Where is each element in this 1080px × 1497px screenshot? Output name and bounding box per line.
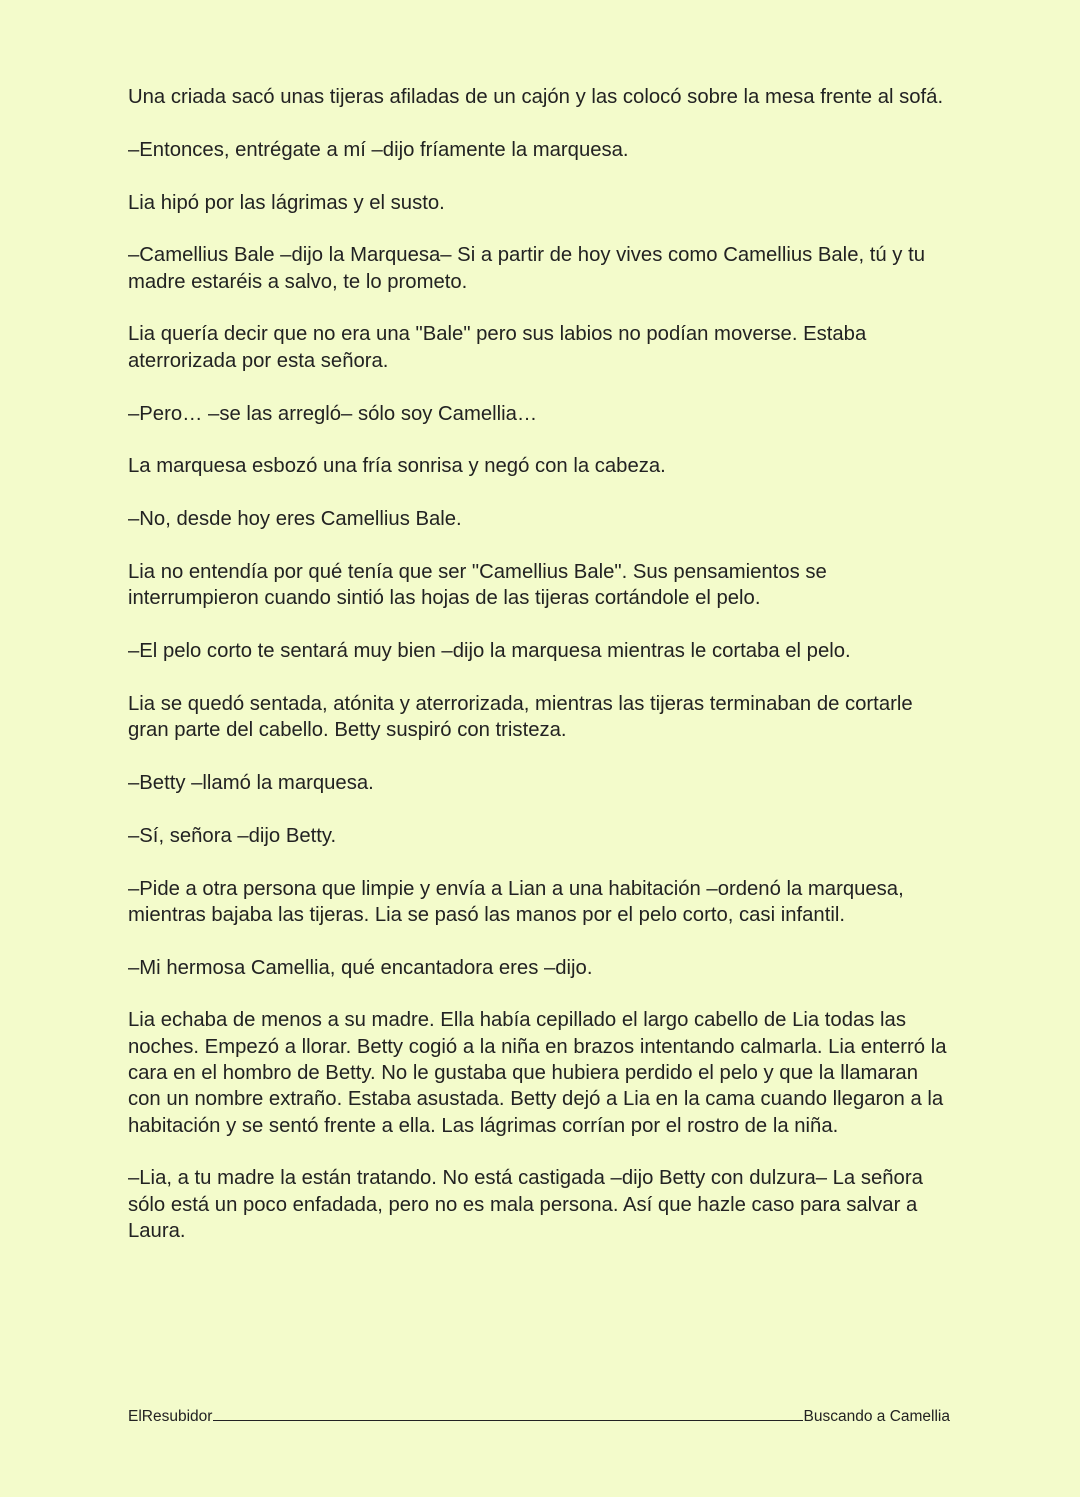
paragraph: –El pelo corto te sentará muy bien –dijo la marquesa mientras le cortaba el pelo.: [128, 640, 851, 663]
paragraph: La marquesa esbozó una fría sonrisa y negó con la cabeza.: [128, 455, 666, 478]
paragraph: –Pide a otra persona que limpie y envía a Lian a una habitación –ordenó la marquesa, mientras bajaba las tijeras. Lia se pasó las manos por el pelo corto, casi infantil.: [128, 877, 904, 926]
paragraph: –Entonces, entrégate a mí –dijo fríamente la marquesa.: [128, 138, 629, 161]
paragraph: Lia hipó por las lágrimas y el susto.: [128, 191, 445, 214]
story-text: [128, 84, 954, 1271]
paragraph: Una criada sacó unas tijeras afiladas de un cajón y las colocó sobre la mesa frente al sofá.: [128, 86, 944, 108]
paragraph: –Betty –llamó la marquesa.: [128, 771, 374, 794]
footer-underline: [213, 1406, 802, 1421]
footer-author: ElResubidor: [128, 1408, 213, 1425]
paragraph: –Sí, señora –dijo Betty.: [128, 824, 337, 847]
paragraph: –Camellius Bale –dijo la Marquesa– Si a partir de hoy vives como Camellius Bale, tú y tu madre estaréis a salvo, te lo prometo.: [128, 244, 925, 293]
paragraph: –Lia, a tu madre la están tratando. No está castigada –dijo Betty con dulzura– La señora sólo está un poco enfadada, pero no es mala persona. Así que hazle caso para salvar a Laura.: [128, 1167, 923, 1243]
footer-title: Buscando a Camellia: [803, 1408, 950, 1425]
paragraph: Lia quería decir que no era una "Bale" pero sus labios no podían moverse. Estaba aterrorizada por esta señora.: [128, 323, 867, 372]
paragraph: Lia no entendía por qué tenía que ser "Camellius Bale". Sus pensamientos se interrumpieron cuando sintió las hojas de las tijeras cortándole el pelo.: [128, 560, 827, 610]
paragraph: Lia se quedó sentada, atónita y aterrorizada, mientras las tijeras terminaban de cortarle gran parte del cabello. Betty suspiró con tristeza.: [128, 692, 913, 742]
paragraph: Lia echaba de menos a su madre. Ella había cepillado el largo cabello de Lia todas las noches. Empezó a llorar. Betty cogió a la niña en brazos intentando calmarla. Lia enterró la cara en el hombro de Betty. No le gustaba que hubiera perdido el pelo y que la llamaran con un nombre extraño. Estaba asustada. Betty dejó a Lia en la cama cuando llegaron a la habitación y se sentó frente a ella. Las lágrimas corrían por el rostro de la niña.: [128, 1009, 947, 1137]
paragraph: –No, desde hoy eres Camellius Bale.: [128, 508, 462, 531]
paragraph: –Mi hermosa Camellia, qué encantadora eres –dijo.: [128, 956, 593, 979]
page-footer: [128, 1406, 950, 1427]
paragraph: –Pero… –se las arregló– sólo soy Camellia…: [128, 402, 538, 425]
